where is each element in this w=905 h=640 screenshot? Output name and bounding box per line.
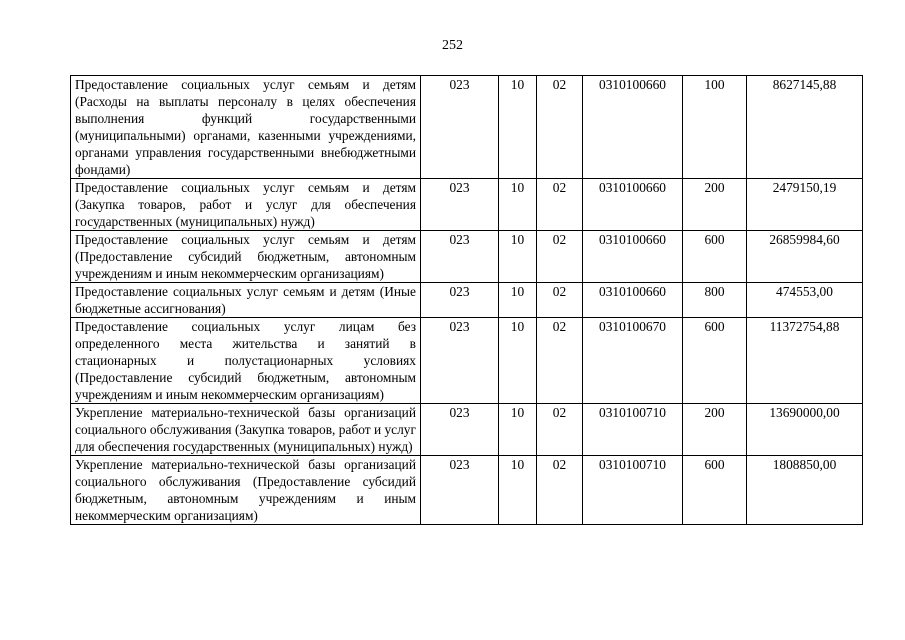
table-row [71,318,863,404]
row-grbs-code: 023 [421,318,499,404]
row-section-code: 10 [499,179,537,231]
row-amount: 11372754,88 [747,318,863,404]
row-section-code: 10 [499,456,537,525]
row-expense-type-code: 600 [683,318,747,404]
row-expense-type-code: 100 [683,76,747,179]
table-row [71,456,863,525]
row-description: Предоставление социальных услуг семьям и детям (Закупка товаров, работ и услуг для обеспечения государственных (муниципальных) нужд) [71,179,421,231]
row-description: Предоставление социальных услуг лицам без определенного места жительства и занятий в стационарных и полустационарных условиях (Предоставление субсидий бюджетным, автономным учреждениям и иным некоммерческим организациям) [71,318,421,404]
row-amount: 1808850,00 [747,456,863,525]
row-target-article-code: 0310100670 [583,318,683,404]
row-description: Предоставление социальных услуг семьям и детям (Иные бюджетные ассигнования) [71,283,421,318]
row-subsection-code: 02 [537,456,583,525]
row-description: Предоставление социальных услуг семьям и детям (Предоставление субсидий бюджетным, автономным учреждениям и иным некоммерческим организациям) [71,231,421,283]
row-expense-type-code: 200 [683,404,747,456]
table-row [71,404,863,456]
row-section-code: 10 [499,76,537,179]
row-target-article-code: 0310100660 [583,231,683,283]
row-expense-type-code: 200 [683,179,747,231]
row-subsection-code: 02 [537,231,583,283]
row-subsection-code: 02 [537,318,583,404]
row-section-code: 10 [499,231,537,283]
row-grbs-code: 023 [421,404,499,456]
row-amount: 2479150,19 [747,179,863,231]
row-target-article-code: 0310100710 [583,404,683,456]
row-expense-type-code: 800 [683,283,747,318]
row-section-code: 10 [499,283,537,318]
row-subsection-code: 02 [537,179,583,231]
row-grbs-code: 023 [421,179,499,231]
row-grbs-code: 023 [421,456,499,525]
row-grbs-code: 023 [421,76,499,179]
table-row [71,231,863,283]
row-subsection-code: 02 [537,76,583,179]
row-subsection-code: 02 [537,283,583,318]
row-description: Укрепление материально-технической базы организаций социального обслуживания (Предоставление субсидий бюджетным, автономным учреждениям и иным некоммерческим организациям) [71,456,421,525]
table-row [71,76,863,179]
row-subsection-code: 02 [537,404,583,456]
row-target-article-code: 0310100660 [583,76,683,179]
row-description: Предоставление социальных услуг семьям и детям (Расходы на выплаты персоналу в целях обеспечения выполнения функций государственными (муниципальными) органами, казенными учреждениями, органами управления государственными внебюджетными фондами) [71,76,421,179]
row-amount: 13690000,00 [747,404,863,456]
row-section-code: 10 [499,404,537,456]
row-amount: 8627145,88 [747,76,863,179]
row-target-article-code: 0310100660 [583,179,683,231]
row-target-article-code: 0310100660 [583,283,683,318]
table-row [71,179,863,231]
row-expense-type-code: 600 [683,456,747,525]
budget-table [70,75,863,525]
row-amount: 474553,00 [747,283,863,318]
row-section-code: 10 [499,318,537,404]
row-grbs-code: 023 [421,231,499,283]
table-row [71,283,863,318]
row-grbs-code: 023 [421,283,499,318]
row-expense-type-code: 600 [683,231,747,283]
row-target-article-code: 0310100710 [583,456,683,525]
row-amount: 26859984,60 [747,231,863,283]
page-number: 252 [442,38,463,53]
row-description: Укрепление материально-технической базы организаций социального обслуживания (Закупка товаров, работ и услуг для обеспечения государственных (муниципальных) нужд) [71,404,421,456]
